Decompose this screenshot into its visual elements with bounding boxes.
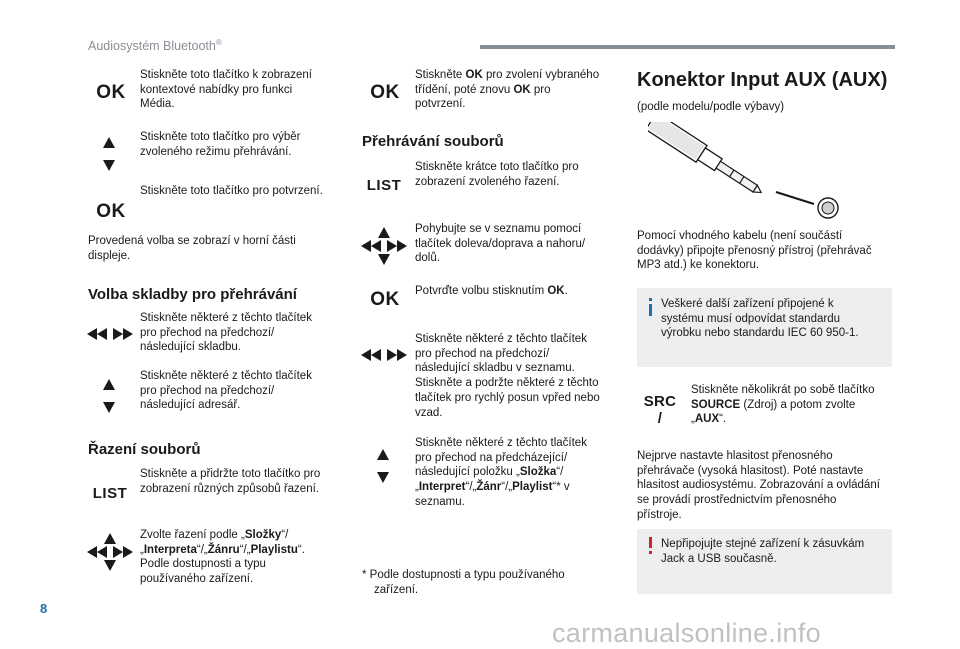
up-down-arrows-icon [99, 134, 119, 174]
ok-button-symbol: OK [96, 82, 126, 103]
col2-navigate-text: Pohybujte se v seznamu pomocí tlačítek doleva/doprava a nahoru/ dolů. [415, 223, 586, 265]
warning-icon [649, 537, 652, 548]
prev-next-icon [88, 326, 132, 342]
list-button-symbol: LIST [92, 484, 128, 502]
up-down-arrows-icon [99, 376, 119, 416]
col2-folder-text: Stiskněte některé z těchto tlačítek pro přechod na předcházející/ následující položku „Složka“/ „Interpret“/„Žánr“/„Playlist“* v seznamu. [415, 437, 587, 508]
arrow-down-icon [103, 160, 115, 171]
warning-box-text: Nepřipojujte stejné zařízení k zásuvkám Jack a USB současně. [661, 538, 865, 565]
info-box-text: Veškeré další zařízení připojené k systému musí odpovídat standardu výrobku nebo standardu IEC 60 950-1. [661, 298, 859, 340]
aux-heading: Konektor Input AUX (AUX) [637, 69, 888, 91]
col1-s2-row1-text: Stiskněte a přidržte toto tlačítko pro zobrazení různých způsobů řazení. [140, 468, 321, 495]
section-heading-playback: Přehrávání souborů [362, 133, 504, 150]
col2-confirm-text: Potvrďte volbu stisknutím OK. [415, 285, 568, 297]
ok-button-symbol: OK [96, 201, 126, 222]
aux-paragraph-2: Nejprve nastavte hlasitost přenosného přehrávače (vysoká hlasitost). Poté nastavte hlasitost audiosystému. Zobrazování a ovládání se provádí prostřednictvím přenosného přístroje. [637, 450, 880, 521]
up-down-arrows-icon [373, 446, 393, 486]
arrow-up-icon [103, 137, 115, 148]
four-way-arrows-icon [88, 531, 132, 573]
aux-subtitle: (podle modelu/podle výbavy) [637, 101, 785, 113]
header-rule [480, 45, 895, 49]
section-heading-sort: Řazení souborů [88, 441, 201, 458]
col1-s2-row2-text: Zvolte řazení podle „Složky“/ „Interpreta“/„Žánru“/„Playlistu“. Podle dostupnosti a typu používaného zařízení. [140, 529, 305, 586]
col2-ok-text: Stiskněte OK pro zvolení vybraného třídění, poté znovu OK pro potvrzení. [415, 69, 600, 111]
info-icon [649, 298, 652, 301]
col2-prevnext-text: Stiskněte některé z těchto tlačítek pro přechod na předchozí/ následující skladbu v seznamu. Stiskněte a podržte některé z těchto tlačítek pro rychlý posun vpřed nebo vzad. [415, 333, 600, 419]
col1-row3-text: Stiskněte toto tlačítko pro potvrzení. [140, 185, 323, 197]
header-title: Audiosystém Bluetooth® [88, 38, 222, 54]
aux-source-text: Stiskněte několikrát po sobě tlačítko SOURCE (Zdroj) a potom zvolte „AUX“. [691, 384, 875, 426]
col1-s1-row2-text: Stiskněte některé z těchto tlačítek pro přechod na předchozí/ následující adresář. [140, 370, 312, 412]
ok-button-symbol: OK [370, 289, 400, 310]
col1-row2-text: Stiskněte toto tlačítko pro výběr zvoleného režimu přehrávání. [140, 131, 301, 158]
ok-button-symbol: OK [370, 82, 400, 103]
page-number: 8 [40, 601, 48, 616]
four-way-arrows-icon [362, 225, 406, 267]
prev-next-icon [362, 347, 406, 363]
col1-row1-text: Stiskněte toto tlačítko k zobrazení kontextové nabídky pro funkci Média. [140, 69, 312, 111]
watermark: carmanualsonline.info [552, 618, 821, 648]
col2-list-text: Stiskněte krátce toto tlačítko pro zobrazení zvoleného řazení. [415, 161, 579, 188]
jack-plug-illustration [648, 122, 844, 222]
col2-footnote: * Podle dostupnosti a typu používaného zařízení. [362, 569, 565, 596]
source-button-symbol: SRC / [643, 393, 677, 427]
col1-s1-row1-text: Stiskněte některé z těchto tlačítek pro přechod na předchozí/ následující skladbu. [140, 312, 312, 354]
col1-paragraph: Provedená volba se zobrazí v horní části displeje. [88, 235, 296, 262]
list-button-symbol: LIST [366, 176, 402, 194]
section-heading-track-select: Volba skladby pro přehrávání [88, 286, 297, 303]
aux-paragraph-1: Pomocí vhodného kabelu (není součástí dodávky) připojte přenosný přístroj (přehrávač MP3 atd.) ke konektoru. [637, 230, 872, 272]
